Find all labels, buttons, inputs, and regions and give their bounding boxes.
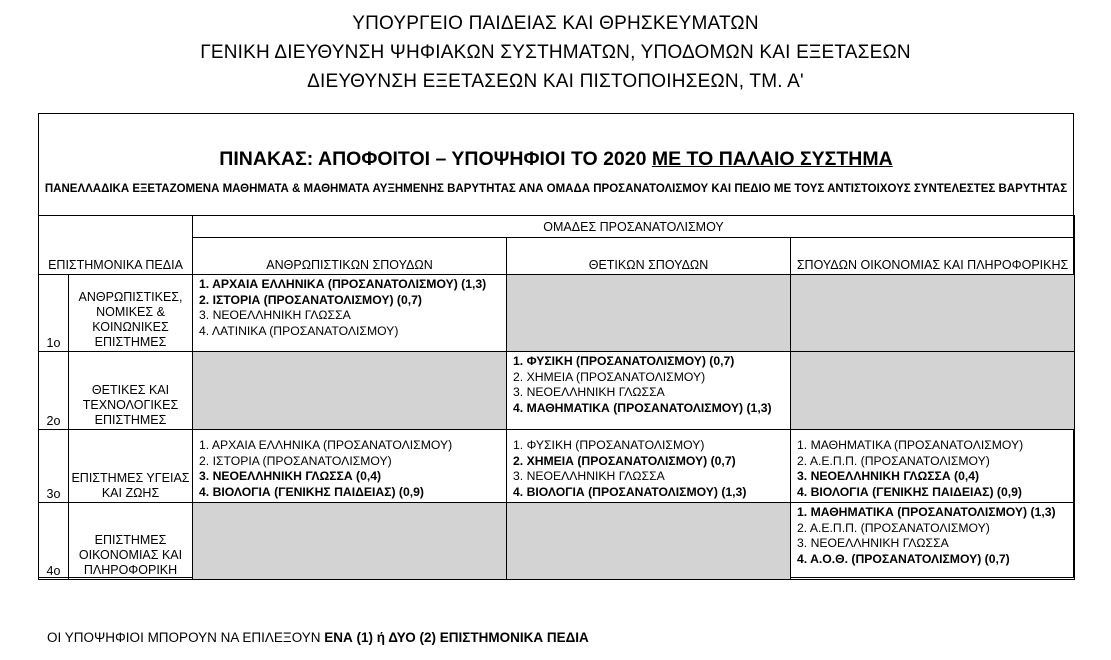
field-name: ΕΠΙΣΤΗΜΕΣ ΟΙΚΟΝΟΜΙΑΣ ΚΑΙ ΠΛΗΡΟΦΟΡΙΚΗ	[69, 503, 193, 580]
subjects-cell	[193, 430, 507, 503]
subject-item: 2. ΧΗΜΕΙΑ (ΠΡΟΣΑΝΑΤΟΛΙΣΜΟΥ)	[513, 369, 706, 384]
col-header-groups: ΟΜΑΔΕΣ ΠΡΟΣΑΝΑΤΟΛΙΣΜΟΥ	[193, 216, 1075, 238]
row-number: 2ο	[39, 352, 69, 430]
subject-item: 1. ΑΡΧΑΙΑ ΕΛΛΗΝΙΚΑ (ΠΡΟΣΑΝΑΤΟΛΙΣΜΟΥ)	[199, 438, 453, 452]
subject-item: 2. ΧΗΜΕΙΑ (ΠΡΟΣΑΝΑΤΟΛΙΣΜΟΥ) (0,7)	[513, 453, 736, 468]
table-row	[39, 275, 1075, 352]
row-number: 3ο	[39, 430, 69, 503]
subject-item: 1. ΑΡΧΑΙΑ ΕΛΛΗΝΙΚΑ (ΠΡΟΣΑΝΑΤΟΛΙΣΜΟΥ) (1,3)	[199, 277, 487, 291]
col-header-fields: ΕΠΙΣΤΗΜΟΝΙΚΑ ΠΕΔΙΑ	[39, 216, 193, 275]
table-title-main: ΠΙΝΑΚΑΣ: ΑΠΟΦΟΙΤΟΙ – ΥΠΟΨΗΦΙΟΙ ΤΟ 2020	[219, 148, 652, 170]
subjects-cell	[507, 430, 791, 503]
table-row	[39, 352, 1075, 430]
table-title	[39, 148, 1073, 171]
empty-cell	[507, 503, 791, 580]
empty-cell	[791, 275, 1075, 352]
subject-item: 3. ΝΕΟΕΛΛΗΝΙΚΗ ΓΛΩΣΣΑ	[513, 385, 665, 399]
table-row	[39, 503, 1075, 580]
subjects-cell	[193, 275, 507, 352]
subject-item: 1. ΜΑΘΗΜΑΤΙΚΑ (ΠΡΟΣΑΝΑΤΟΛΙΣΜΟΥ) (1,3)	[797, 505, 1056, 519]
group-header-humanities: ΑΝΘΡΩΠΙΣΤΙΚΩΝ ΣΠΟΥΔΩΝ	[193, 238, 507, 275]
row-number: 1ο	[39, 275, 69, 352]
subject-item: 1. ΦΥΣΙΚΗ (ΠΡΟΣΑΝΑΤΟΛΙΣΜΟΥ) (0,7)	[513, 354, 735, 368]
subject-item: 1. ΦΥΣΙΚΗ (ΠΡΟΣΑΝΑΤΟΛΙΣΜΟΥ)	[513, 438, 705, 452]
field-name: ΑΝΘΡΩΠΙΣΤΙΚΕΣ, ΝΟΜΙΚΕΣ & ΚΟΙΝΩΝΙΚΕΣ ΕΠΙΣΤΗΜΕΣ	[69, 275, 193, 352]
subject-item: 3. ΝΕΟΕΛΛΗΝΙΚΗ ΓΛΩΣΣΑ (0,4)	[199, 469, 382, 483]
subjects-cell	[507, 352, 791, 430]
table-row	[39, 430, 1075, 503]
subject-item: 2. ΙΣΤΟΡΙΑ (ΠΡΟΣΑΝΑΤΟΛΙΣΜΟΥ) (0,7)	[199, 292, 422, 307]
subject-item: 4. ΒΙΟΛΟΓΙΑ (ΠΡΟΣΑΝΑΤΟΛΙΣΜΟΥ) (1,3)	[513, 484, 747, 499]
subject-item: 4. ΒΙΟΛΟΓΙΑ (ΓΕΝΙΚΗΣ ΠΑΙΔΕΙΑΣ) (0,9)	[199, 484, 424, 499]
footer-prefix: ΟΙ ΥΠΟΨΗΦΙΟΙ ΜΠΟΡΟΥΝ ΝΑ ΕΠΙΛΕΞΟΥΝ	[47, 630, 325, 645]
subject-item: 2. ΙΣΤΟΡΙΑ (ΠΡΟΣΑΝΑΤΟΛΙΣΜΟΥ)	[199, 453, 392, 468]
footer-bold: ΕΝΑ (1) ή ΔΥΟ (2) ΕΠΙΣΤΗΜΟΝΙΚΑ ΠΕΔΙΑ	[324, 630, 589, 645]
subject-item: 2. Α.Ε.Π.Π. (ΠΡΟΣΑΝΑΤΟΛΙΣΜΟΥ)	[797, 453, 990, 468]
empty-cell	[791, 352, 1075, 430]
table-title-underlined: ΜΕ ΤΟ ΠΑΛΑΙΟ ΣΥΣΤΗΜΑ	[651, 148, 893, 170]
footer-note	[47, 630, 589, 645]
group-header-economics: ΣΠΟΥΔΩΝ ΟΙΚΟΝΟΜΙΑΣ ΚΑΙ ΠΛΗΡΟΦΟΡΙΚΗΣ	[791, 238, 1075, 275]
subject-item: 4. ΛΑΤΙΝΙΚΑ (ΠΡΟΣΑΝΑΤΟΛΙΣΜΟΥ)	[199, 323, 399, 338]
table-subtitle: ΠΑΝΕΛΛΑΔΙΚΑ ΕΞΕΤΑΖΟΜΕΝΑ ΜΑΘΗΜΑΤΑ & ΜΑΘΗΜΑΤΑ ΑΥΞΗΜΕΝΗΣ ΒΑΡΥΤΗΤΑΣ ΑΝΑ ΟΜΑΔΑ ΠΡΟΣΑΝΑΤΟΛΙΣΜΟΥ ΚΑΙ ΠΕΔΙΟ ΜΕ ΤΟΥΣ ΑΝΤΙΣΤΟΙΧΟΥΣ ΣΥΝΤΕΛΕΣΤΕΣ ΒΑΡΥΤΗΤΑΣ	[44, 183, 1068, 195]
row-number: 4ο	[39, 503, 69, 580]
subject-item: 3. ΝΕΟΕΛΛΗΝΙΚΗ ΓΛΩΣΣΑ	[199, 308, 351, 322]
empty-cell	[507, 275, 791, 352]
field-name: ΘΕΤΙΚΕΣ ΚΑΙ ΤΕΧΝΟΛΟΓΙΚΕΣ ΕΠΙΣΤΗΜΕΣ	[69, 352, 193, 430]
subject-item: 2. Α.Ε.Π.Π. (ΠΡΟΣΑΝΑΤΟΛΙΣΜΟΥ)	[797, 520, 990, 535]
subject-item: 3. ΝΕΟΕΛΛΗΝΙΚΗ ΓΛΩΣΣΑ	[797, 536, 949, 550]
subject-item: 4. ΒΙΟΛΟΓΙΑ (ΓΕΝΙΚΗΣ ΠΑΙΔΕΙΑΣ) (0,9)	[797, 484, 1022, 499]
group-header-sciences: ΘΕΤΙΚΩΝ ΣΠΟΥΔΩΝ	[507, 238, 791, 275]
subjects-cell	[791, 430, 1075, 503]
subjects-cell	[791, 503, 1075, 580]
directorate-general: ΓΕΝΙΚΗ ΔΙΕΥΘΥΝΣΗ ΨΗΦΙΑΚΩΝ ΣΥΣΤΗΜΑΤΩΝ, ΥΠΟΔΟΜΩΝ ΚΑΙ ΕΞΕΤΑΣΕΩΝ	[200, 42, 911, 63]
subject-item: 4. ΜΑΘΗΜΑΤΙΚΑ (ΠΡΟΣΑΝΑΤΟΛΙΣΜΟΥ) (1,3)	[513, 400, 772, 415]
subject-item: 4. Α.Ο.Θ. (ΠΡΟΣΑΝΑΤΟΛΙΣΜΟΥ) (0,7)	[797, 551, 1010, 566]
directorate: ΔΙΕΥΘΥΝΣΗ ΕΞΕΤΑΣΕΩΝ ΚΑΙ ΠΙΣΤΟΠΟΙΗΣΕΩΝ, ΤΜ. Α'	[307, 71, 804, 92]
empty-cell	[193, 352, 507, 430]
subjects-table	[38, 215, 1075, 580]
field-name: ΕΠΙΣΤΗΜΕΣ ΥΓΕΙΑΣ ΚΑΙ ΖΩΗΣ	[69, 430, 193, 503]
subject-item: 3. ΝΕΟΕΛΛΗΝΙΚΗ ΓΛΩΣΣΑ (0,4)	[797, 469, 980, 483]
empty-cell	[193, 503, 507, 580]
ministry-title: ΥΠΟΥΡΓΕΙΟ ΠΑΙΔΕΙΑΣ ΚΑΙ ΘΡΗΣΚΕΥΜΑΤΩΝ	[352, 13, 759, 34]
subject-item: 1. ΜΑΘΗΜΑΤΙΚΑ (ΠΡΟΣΑΝΑΤΟΛΙΣΜΟΥ)	[797, 438, 1024, 452]
subject-item: 3. ΝΕΟΕΛΛΗΝΙΚΗ ΓΛΩΣΣΑ	[513, 469, 665, 483]
